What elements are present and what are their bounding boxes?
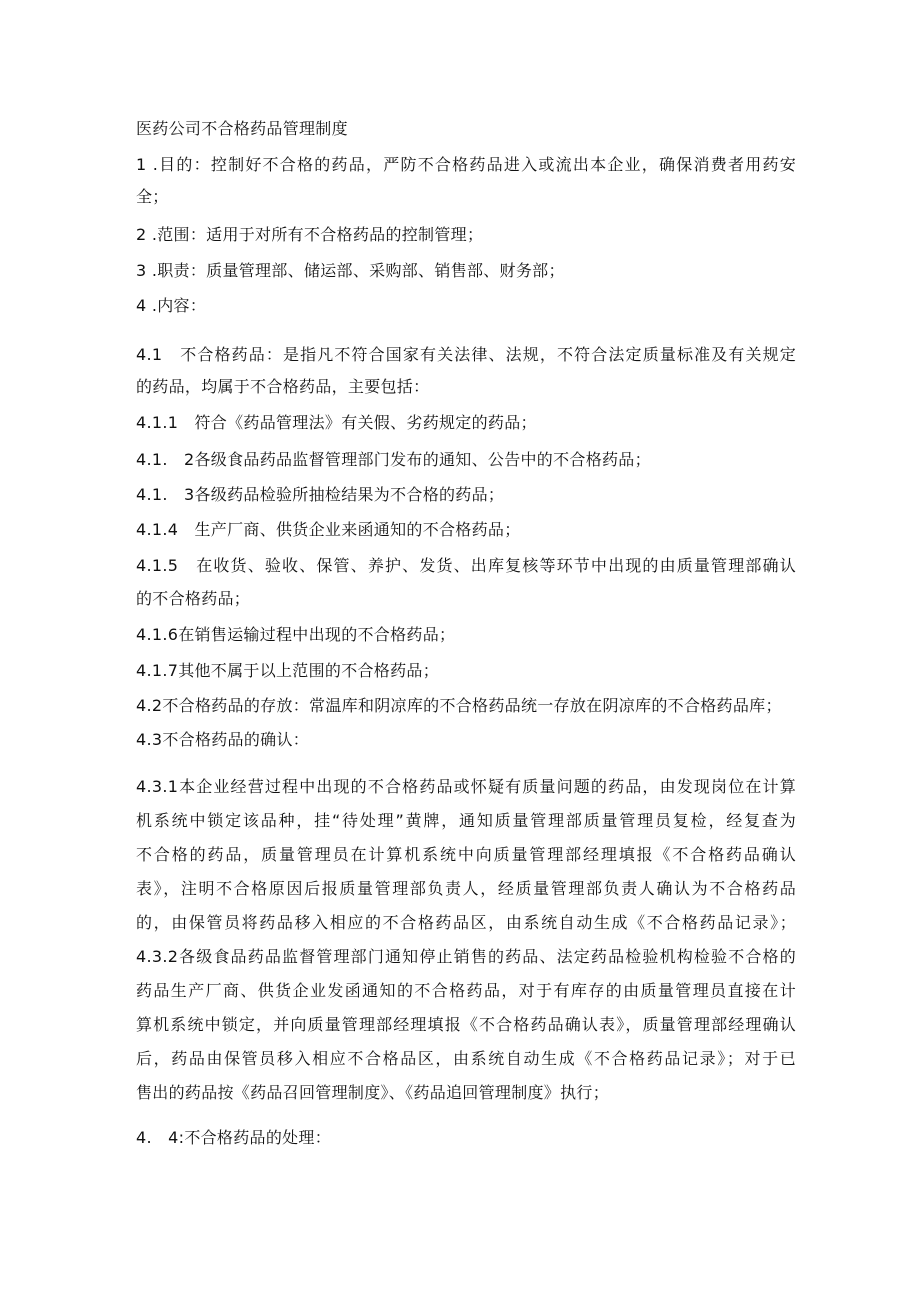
paragraph-line: 4.1.5 在收货、验收、保管、养护、发货、出库复核等环节中出现的由质量管理部确认 [136,556,796,575]
paragraph-line: 2 .范围：适用于对所有不合格药品的控制管理； [136,225,484,244]
paragraph-line: 后，药品由保管员移入相应不合格品区，由系统自动生成《不合格药品记录》；对于已 [136,1049,796,1068]
paragraph-line: 1 .目的：控制好不合格的药品，严防不合格药品进入或流出本企业，确保消费者用药安 [136,155,796,174]
paragraph-line: 4.3.1本企业经营过程中出现的不合格药品或怀疑有质量问题的药品，由发现岗位在计算 [136,777,796,796]
paragraph-line: 4.1. 2各级食品药品监督管理部门发布的通知、公告中的不合格药品； [136,450,651,469]
paragraph-line: 4.1.4 生产厂商、供货企业来函通知的不合格药品； [136,520,521,539]
paragraph-line: 表》，注明不合格原因后报质量管理部负责人，经质量管理部负责人确认为不合格药品 [136,879,796,898]
paragraph-line: 4.1.7其他不属于以上范围的不合格药品； [136,661,440,680]
paragraph-line: 4.3不合格药品的确认： [136,730,310,749]
paragraph-line: 4.1 不合格药品：是指凡不符合国家有关法律、法规，不符合法定质量标准及有关规定 [136,345,796,364]
paragraph-line: 售出的药品按《药品召回管理制度》、《药品追回管理制度》执行； [136,1083,610,1102]
paragraph-line: 的药品，均属于不合格药品，主要包括： [136,377,430,396]
paragraph-line: 4.1. 3各级药品检验所抽检结果为不合格的药品； [136,485,505,504]
paragraph-line: 药品生产厂商、供货企业发函通知的不合格药品，对于有库存的由质量管理员直接在计 [136,981,796,1000]
paragraph-line: 全； [136,187,169,206]
paragraph-line: 4 .内容： [136,296,207,315]
paragraph-line: 的不合格药品； [136,589,251,608]
paragraph-line: 4.1.6在销售运输过程中出现的不合格药品； [136,625,456,644]
paragraph-line: 3 .职责：质量管理部、储运部、采购部、销售部、财务部； [136,261,565,280]
paragraph-line: 4.1.1 符合《药品管理法》有关假、劣药规定的药品； [136,413,537,432]
section-heading: 4. 4:不合格药品的处理： [136,1128,332,1147]
paragraph-line: 机系统中锁定该品种，挂“待处理”黄牌，通知质量管理部质量管理员复检，经复查为 [136,811,796,830]
paragraph-line: 不合格的药品，质量管理员在计算机系统中向质量管理部经理填报《不合格药品确认 [136,845,796,864]
paragraph-line: 的，由保管员将药品移入相应的不合格药品区，由系统自动生成《不合格药品记录》； [136,913,796,932]
paragraph-line: 4.2不合格药品的存放：常温库和阴凉库的不合格药品统一存放在阴凉库的不合格药品库； [136,696,782,715]
paragraph-line: 4.3.2各级食品药品监督管理部门通知停止销售的药品、法定药品检验机构检验不合格的 [136,947,796,966]
document-title: 医药公司不合格药品管理制度 [136,119,348,138]
paragraph-line: 算机系统中锁定，并向质量管理部经理填报《不合格药品确认表》，质量管理部经理确认 [136,1015,796,1034]
